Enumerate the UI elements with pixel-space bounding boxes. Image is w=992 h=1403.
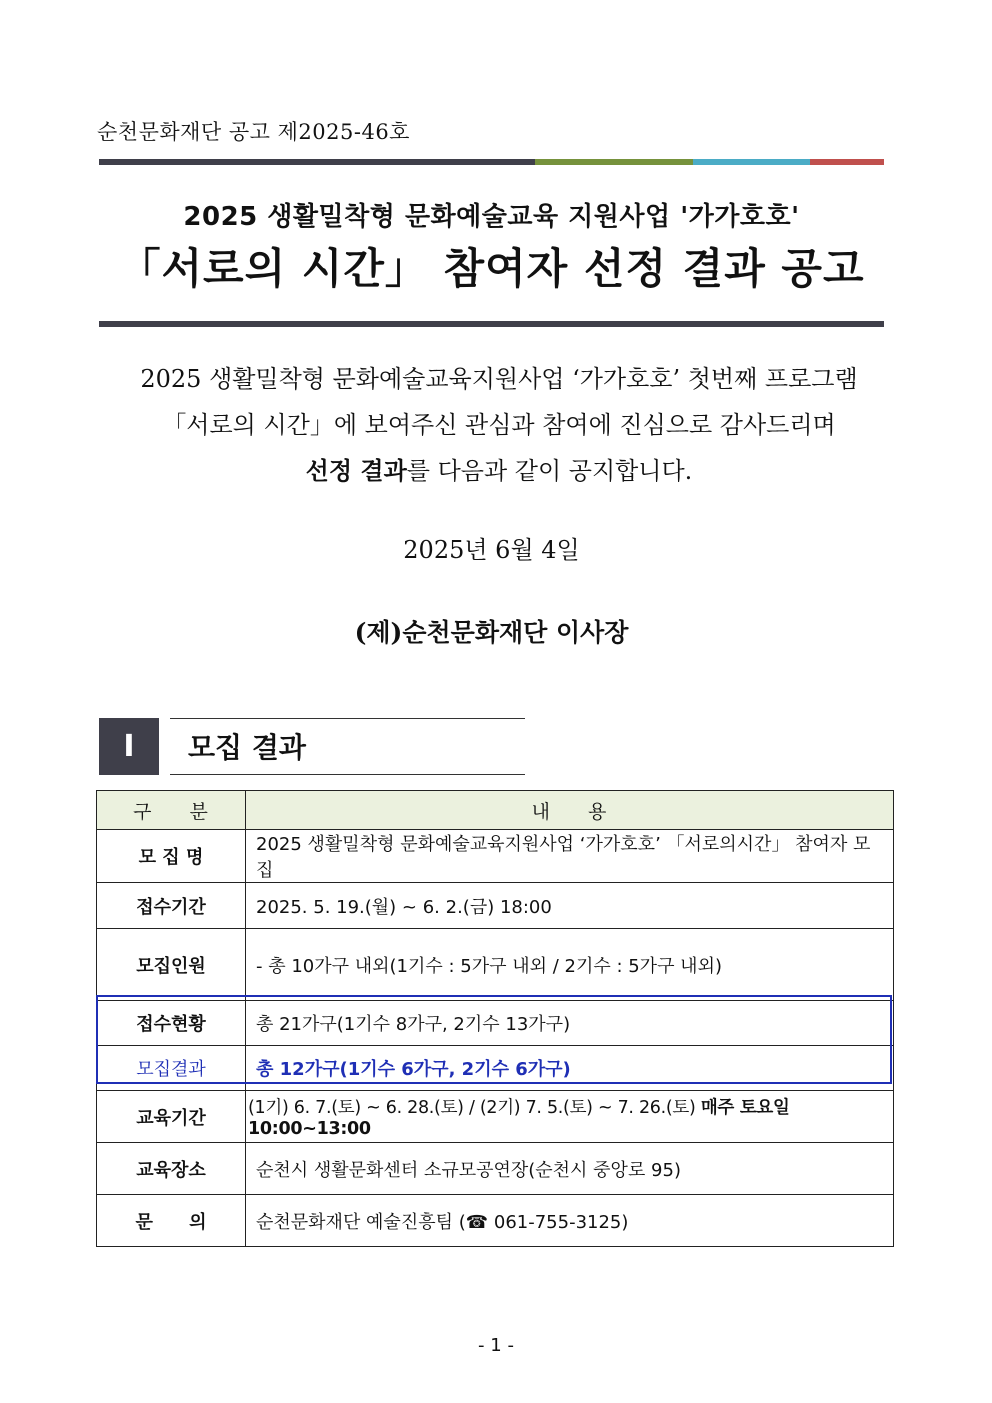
intro-line-1: 2025 생활밀착형 문화예술교육지원사업 ‘가가호호’ 첫번째 프로그램 (140, 365, 858, 393)
intro-line-3-rest: 를 다음과 같이 공지합니다. (406, 457, 693, 485)
row-label: 모집결과 (97, 1046, 246, 1091)
title-line-1: 2025 생활밀착형 문화예술교육 지원사업 '가가호호' (183, 202, 800, 232)
table-row (97, 1195, 894, 1247)
section-title: 모집 결과 (188, 731, 306, 764)
row-label: 접수기간 (97, 883, 246, 929)
color-bar-segment (810, 159, 884, 165)
table-header-row (97, 791, 894, 830)
table-header-content: 내 용 (246, 791, 894, 830)
table-row (97, 1001, 894, 1046)
color-bar-segment (99, 159, 535, 165)
header-color-bar (99, 159, 884, 165)
education-period-bold: 매주 토요일 10:00~13:00 (248, 1098, 790, 1139)
notice-date: 2025년 6월 4일 (403, 536, 580, 564)
table-row (97, 1046, 894, 1091)
color-bar-segment (535, 159, 693, 165)
row-label: 모 집 명 (97, 830, 246, 883)
page-number: - 1 - (478, 1335, 514, 1356)
intro-line-2: 「서로의 시간」에 보여주신 관심과 참여에 진심으로 감사드리며 (162, 411, 836, 439)
row-value: 순천문화재단 예술진흥팀 (☎ 061-755-3125) (246, 1195, 894, 1247)
table-row (97, 929, 894, 1001)
row-label: 모집인원 (97, 929, 246, 1001)
row-value: 2025. 5. 19.(월) ~ 6. 2.(금) 18:00 (246, 883, 894, 929)
issuer: (제)순천문화재단 이사장 (354, 618, 629, 647)
education-period-text: (1기) 6. 7.(토) ~ 6. 28.(토) / (2기) 7. 5.(토) ~ 7. 26.(토) (248, 1098, 701, 1118)
row-label: 접수현황 (97, 1001, 246, 1046)
section-title-top-rule (170, 718, 525, 719)
row-label: 교육장소 (97, 1143, 246, 1195)
row-value: 총 21가구(1기수 8가구, 2기수 13가구) (246, 1001, 894, 1046)
row-value: 2025 생활밀착형 문화예술교육지원사업 ‘가가호호’ 「서로의시간」 참여자 모집 (246, 830, 894, 883)
table-row (97, 830, 894, 883)
table-header-category: 구 분 (97, 791, 246, 830)
notice-number: 순천문화재단 공고 제2025-46호 (97, 120, 410, 144)
table-row (97, 883, 894, 929)
intro-line-3 (99, 448, 899, 494)
title-line-2: 「서로의 시간」 참여자 선정 결과 공고 (118, 244, 865, 293)
row-value: 순천시 생활문화센터 소규모공연장(순천시 중앙로 95) (246, 1143, 894, 1195)
table-row (97, 1143, 894, 1195)
row-label: 문 의 (97, 1195, 246, 1247)
section-title-bottom-rule (170, 774, 525, 775)
row-value: - 총 10가구 내외(1기수 : 5가구 내외 / 2기수 : 5가구 내외) (246, 929, 894, 1001)
color-bar-segment (693, 159, 810, 165)
title-divider (99, 321, 884, 327)
row-label: 교육기간 (97, 1091, 246, 1143)
section-number-badge: Ⅰ (99, 718, 159, 775)
table-row (97, 1091, 894, 1143)
recruitment-result-table (96, 790, 894, 1247)
intro-paragraph (99, 356, 899, 494)
row-value: 총 12가구(1기수 6가구, 2기수 6가구) (246, 1046, 894, 1091)
row-value (246, 1091, 894, 1143)
intro-bold-text: 선정 결과 (305, 456, 407, 485)
